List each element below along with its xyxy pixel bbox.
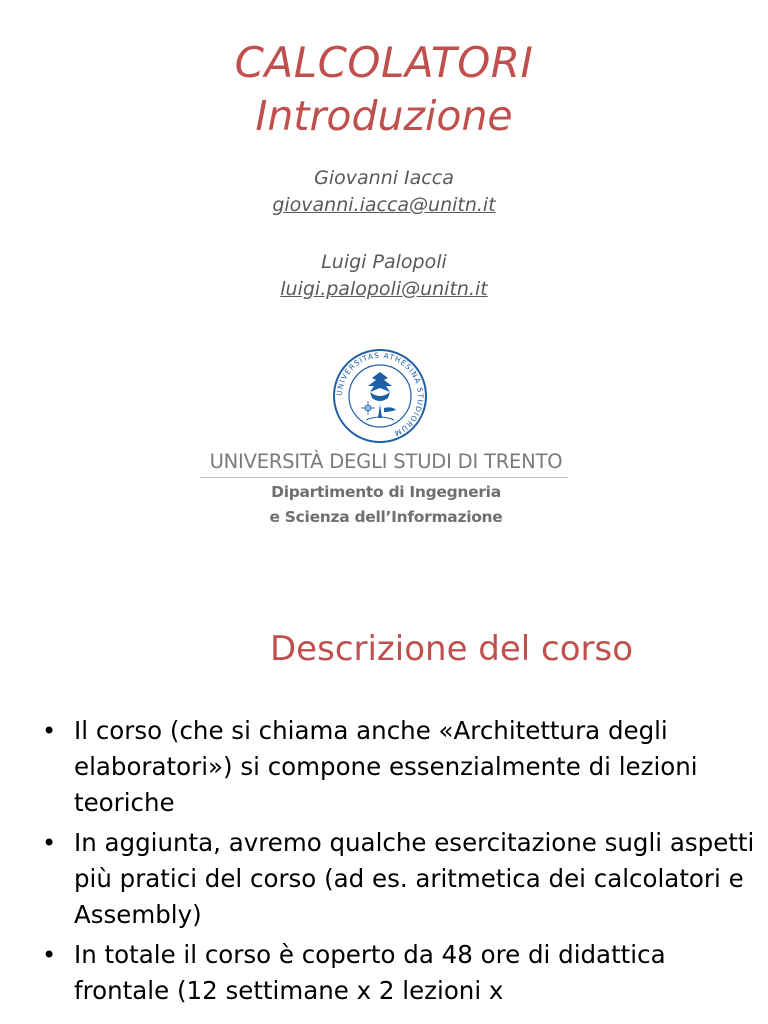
university-seal-icon: [332, 348, 428, 444]
university-name: UNIVERSITÀ DEGLI STUDI DI TRENTO: [209, 450, 563, 473]
bullet-text: In aggiunta, avremo qualche esercitazione sugli aspetti più pratici del corso (ad es. aritmetica dei calcolatori e Assembly): [74, 828, 755, 929]
logo-divider: [200, 477, 568, 478]
section-title: Descrizione del corso: [270, 629, 634, 669]
university-logo: [192, 340, 576, 540]
bullet-item: [40, 937, 760, 1009]
author-email-link-1[interactable]: giovanni.iacca@unitn.it: [272, 194, 496, 216]
bullet-list: [40, 713, 760, 1013]
bullet-icon: •: [42, 717, 57, 745]
bullet-icon: •: [42, 829, 57, 857]
bullet-text: Il corso (che si chiama anche «Architettura degli elaboratori») si compone essenzialmente di lezioni teoriche: [74, 716, 698, 817]
bullet-item: [40, 713, 760, 821]
bullet-text: In totale il corso è coperto da 48 ore di didattica frontale (12 settimane x 2 lezioni x: [74, 940, 666, 1005]
slide-title-line-2: Introduzione: [255, 92, 513, 140]
author-name-2: Luigi Palopoli: [321, 251, 447, 273]
author-email-link-2[interactable]: luigi.palopoli@unitn.it: [280, 278, 488, 300]
bullet-icon: •: [42, 941, 57, 969]
bullet-item: [40, 825, 760, 933]
department-line-1: Dipartimento di Ingegneria: [271, 483, 501, 501]
seal-ring-text: UNIVERSITAS ATHESINA STUDIORUM: [334, 350, 426, 439]
course-description-slide: [0, 600, 768, 1024]
slide-title-line-1: CALCOLATORI: [234, 38, 534, 87]
department-line-2: e Scienza dell’Informazione: [269, 508, 503, 526]
author-name-1: Giovanni Iacca: [314, 167, 454, 189]
